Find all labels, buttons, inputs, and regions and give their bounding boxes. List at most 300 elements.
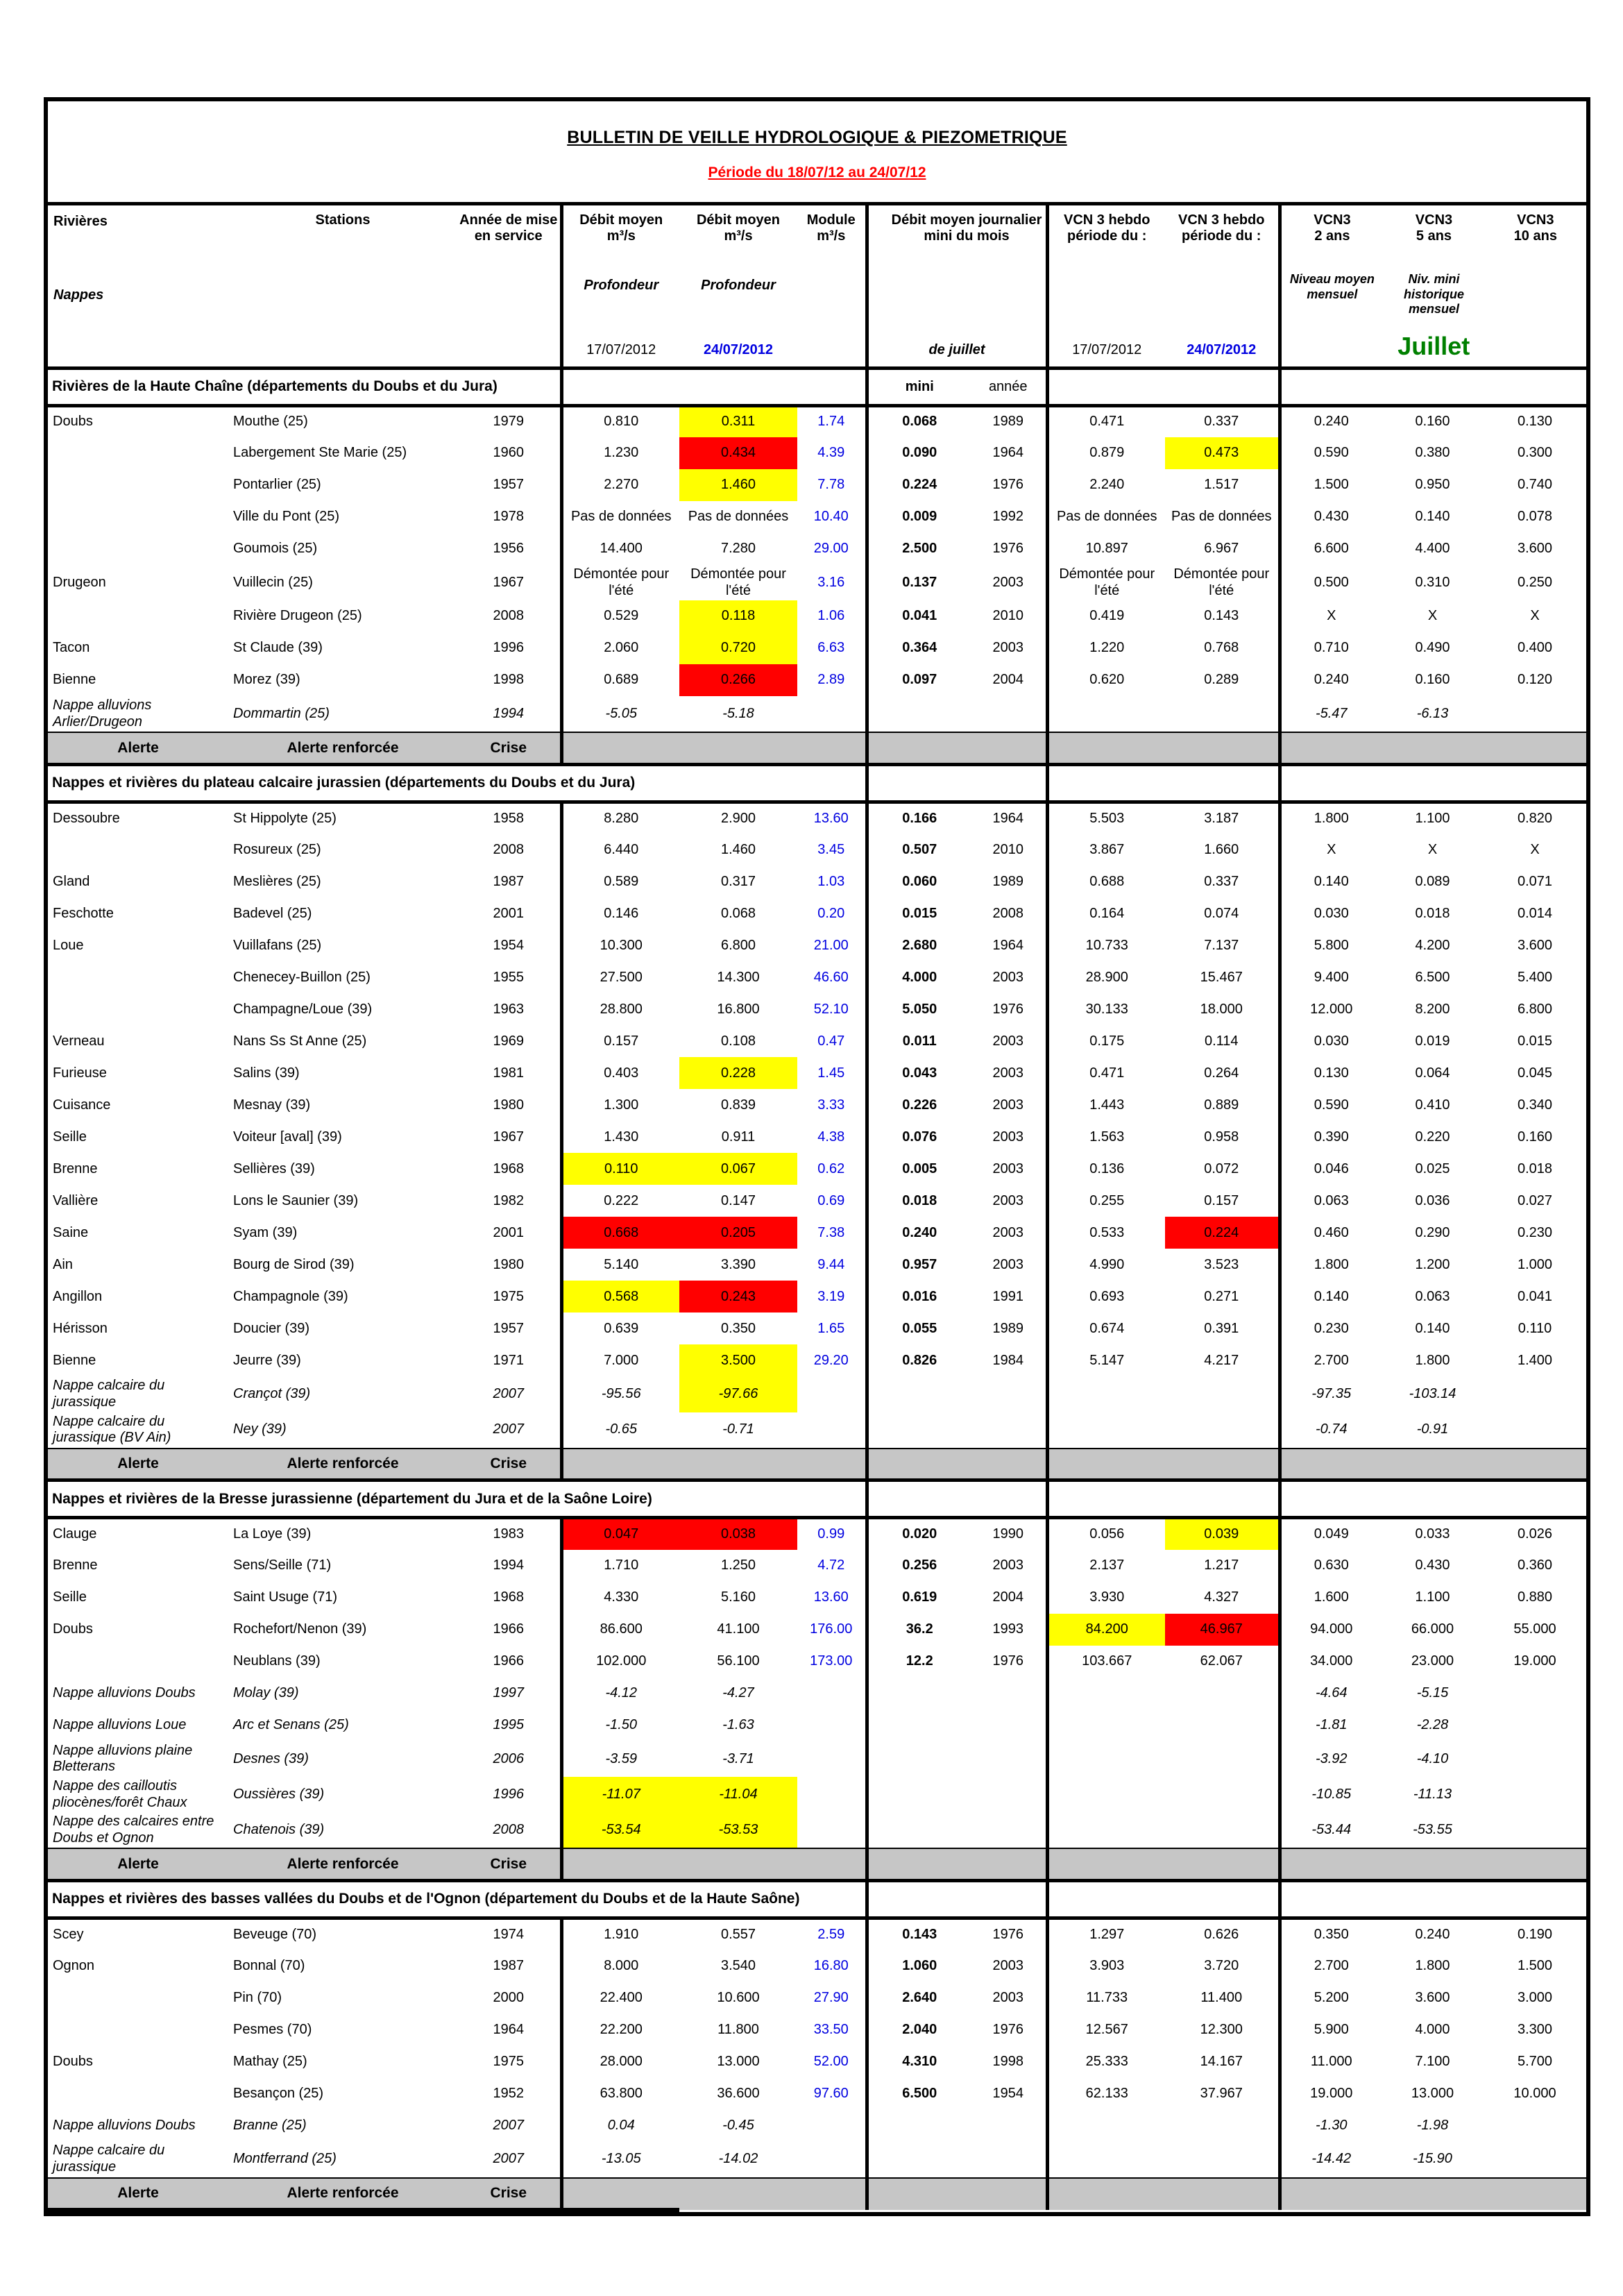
- cell-riviere: Doubs: [53, 2053, 93, 2069]
- legend-alerte: Alerte: [48, 1848, 228, 1880]
- header-vcn-prev: [1047, 205, 1165, 368]
- cell-mini-annee: 2003: [971, 961, 1047, 993]
- cell-riviere: Drugeon: [53, 574, 106, 590]
- alert-legend-row: [48, 732, 1586, 764]
- cell-vcn3-10ans: 0.018: [1517, 1160, 1553, 1176]
- cell-riviere: [48, 993, 228, 1025]
- cell-mini: 2.040: [902, 2021, 937, 2037]
- cell-mini-annee: [971, 1777, 1047, 1812]
- cell-vcn3-2ans: 0.140: [1314, 873, 1349, 889]
- cell-vcn-prev: 0.620: [1089, 672, 1125, 688]
- cell-debit-curr: 56.100: [717, 1653, 760, 1669]
- cell-mini-annee: 2010: [971, 600, 1047, 632]
- cell-vcn3-5ans: 4.400: [1415, 541, 1450, 557]
- table-row: [48, 437, 1586, 469]
- cell-vcn-curr: [1165, 1741, 1280, 1777]
- cell-debit-curr: -97.66: [679, 1376, 797, 1412]
- cell-module: 4.38: [797, 1121, 867, 1153]
- cell-vcn3-2ans: -10.85: [1311, 1786, 1352, 1802]
- cell-module: 7.78: [797, 469, 867, 501]
- cell-vcn3-5ans: 7.100: [1415, 2053, 1450, 2069]
- cell-mini-annee: 2003: [971, 1249, 1047, 1281]
- cell-vcn3-2ans: 0.030: [1314, 905, 1349, 921]
- cell-station: Jeurre (39): [233, 1352, 301, 1368]
- cell-vcn-prev: 1.443: [1089, 1097, 1125, 1113]
- cell-vcn-prev: [1047, 1710, 1165, 1741]
- cell-riviere: Dessoubre: [53, 810, 120, 826]
- cell-vcn-curr: [1165, 1376, 1280, 1412]
- cell-debit-curr: 3.540: [720, 1957, 756, 1973]
- legend-gap: [867, 1848, 1047, 1880]
- cell-debit-prev: 1.910: [604, 1926, 639, 1942]
- header-juillet: Juillet: [1397, 331, 1470, 360]
- cell-vcn3-10ans: 55.000: [1513, 1621, 1556, 1637]
- header-debit-prev: [561, 205, 679, 368]
- cell-vcn3-10ans: 0.300: [1517, 445, 1553, 461]
- cell-vcn3-10ans: 6.800: [1517, 1001, 1553, 1017]
- cell-annee-service: 1995: [457, 1710, 561, 1741]
- cell-vcn3-2ans: X: [1327, 841, 1336, 857]
- cell-annee-service: 1996: [457, 632, 561, 664]
- cell-vcn3-2ans: 0.630: [1314, 1557, 1349, 1573]
- cell-debit-curr: 0.205: [679, 1217, 797, 1249]
- cell-vcn3-5ans: -4.10: [1416, 1750, 1449, 1766]
- cell-vcn3-5ans: 66.000: [1411, 1621, 1454, 1637]
- cell-vcn-prev: 2.137: [1089, 1557, 1125, 1573]
- cell-module: 21.00: [797, 929, 867, 961]
- cell-module: [797, 1678, 867, 1710]
- cell-mini-annee: 2003: [971, 1550, 1047, 1582]
- table-row: [48, 897, 1586, 929]
- cell-mini-annee: 1992: [971, 501, 1047, 533]
- cell-vcn3-10ans: 3.000: [1517, 1989, 1553, 2005]
- cell-annee-service: 2008: [457, 834, 561, 866]
- cell-vcn-curr: 1.217: [1165, 1550, 1280, 1582]
- cell-riviere: Nappe des calcaires entre Doubs et Ognon: [53, 1814, 214, 1846]
- cell-vcn-curr: 1.517: [1165, 469, 1280, 501]
- cell-mini: 0.076: [902, 1129, 937, 1145]
- cell-vcn3-5ans: 0.018: [1415, 905, 1450, 921]
- cell-riviere: Doubs: [53, 414, 93, 430]
- cell-vcn-prev: 84.200: [1047, 1614, 1165, 1646]
- legend-gap: [679, 1848, 797, 1880]
- cell-vcn3-5ans: 0.490: [1415, 640, 1450, 656]
- cell-mini-annee: 1989: [971, 866, 1047, 897]
- cell-vcn3-5ans: 1.100: [1415, 1589, 1450, 1605]
- cell-vcn3-5ans: 4.000: [1415, 2021, 1450, 2037]
- cell-module: [797, 1812, 867, 1848]
- cell-mini: [867, 1710, 971, 1741]
- cell-annee-service: 1964: [457, 2014, 561, 2045]
- cell-module: 7.38: [797, 1217, 867, 1249]
- cell-vcn3-2ans: 12.000: [1310, 1001, 1353, 1017]
- cell-vcn3-5ans: 0.063: [1415, 1288, 1450, 1304]
- header-vcn-prev-sub: période du :: [1067, 228, 1147, 244]
- cell-debit-prev: 0.589: [604, 873, 639, 889]
- banner-gap: [1280, 1880, 1586, 1918]
- cell-vcn-curr: 0.074: [1165, 897, 1280, 929]
- cell-mini: 0.015: [902, 905, 937, 921]
- cell-mini: 0.018: [902, 1192, 937, 1208]
- cell-mini-annee: [971, 1710, 1047, 1741]
- banner-gap: [1280, 368, 1586, 405]
- cell-station: Champagnole (39): [233, 1288, 348, 1304]
- cell-vcn3-2ans: 0.230: [1314, 1320, 1349, 1336]
- cell-debit-prev: 86.600: [600, 1621, 643, 1637]
- cell-riviere: [48, 469, 228, 501]
- cell-debit-curr: 0.266: [679, 664, 797, 696]
- table-row: [48, 834, 1586, 866]
- cell-module: 1.45: [797, 1057, 867, 1089]
- cell-vcn3-2ans: 0.590: [1314, 1097, 1349, 1113]
- cell-debit-curr: Démontée pour l'été: [690, 566, 786, 598]
- cell-debit-prev: 102.000: [596, 1653, 647, 1669]
- cell-vcn3-2ans: 94.000: [1310, 1621, 1353, 1637]
- cell-debit-curr: 0.720: [679, 632, 797, 664]
- cell-vcn-prev: 0.471: [1089, 1065, 1125, 1081]
- cell-vcn3-10ans: 0.160: [1517, 1129, 1553, 1145]
- header-profondeur-prev: Profondeur: [584, 278, 659, 293]
- cell-vcn3-5ans: 0.380: [1415, 445, 1450, 461]
- cell-riviere: Nappe alluvions Loue: [53, 1716, 187, 1732]
- cell-mini-annee: 2003: [971, 632, 1047, 664]
- cell-mini: 2.680: [902, 937, 937, 953]
- legend-gap: [867, 2178, 1047, 2210]
- cell-debit-prev: 63.800: [600, 2085, 643, 2101]
- table-row: [48, 1777, 1586, 1812]
- table-row: [48, 1121, 1586, 1153]
- cell-vcn-curr: 0.224: [1165, 1217, 1280, 1249]
- legend-gap: [797, 2178, 867, 2210]
- table-row: [48, 1982, 1586, 2014]
- cell-mini: [867, 696, 971, 732]
- period-subtitle: Période du 18/07/12 au 24/07/12: [708, 164, 926, 180]
- cell-vcn-curr: [1165, 2109, 1280, 2141]
- cell-station: Vuillecin (25): [233, 574, 313, 590]
- legend-alerte-renforcee: Alerte renforcée: [228, 1848, 457, 1880]
- cell-vcn-curr: 37.967: [1165, 2077, 1280, 2109]
- cell-module: 1.06: [797, 600, 867, 632]
- cell-station: Saint Usuge (71): [233, 1589, 338, 1605]
- cell-vcn3-2ans: 0.390: [1314, 1129, 1349, 1145]
- cell-annee-service: 1969: [457, 1025, 561, 1057]
- cell-station: Pesmes (70): [233, 2021, 312, 2037]
- cell-vcn3-10ans: [1484, 1678, 1586, 1710]
- header-vcn-curr: [1165, 205, 1280, 368]
- cell-vcn-prev: 1.297: [1089, 1926, 1125, 1942]
- cell-vcn-prev: [1047, 1376, 1165, 1412]
- cell-riviere: Bienne: [53, 672, 96, 688]
- cell-vcn-prev: 0.164: [1089, 905, 1125, 921]
- cell-mini: 0.240: [902, 1224, 937, 1240]
- cell-mini: 0.619: [902, 1589, 937, 1605]
- cell-vcn3-10ans: 0.110: [1518, 1320, 1552, 1336]
- cell-vcn-curr: [1165, 1777, 1280, 1812]
- cell-annee-service: 1968: [457, 1582, 561, 1614]
- cell-vcn-curr: 0.072: [1165, 1153, 1280, 1185]
- cell-annee-service: 1983: [457, 1518, 561, 1550]
- header-debit-curr-unit: m³/s: [724, 228, 753, 244]
- cell-debit-prev: 0.157: [604, 1033, 639, 1049]
- cell-debit-prev: 0.04: [607, 2117, 635, 2133]
- cell-vcn3-5ans: -6.13: [1416, 705, 1449, 721]
- cell-riviere: Nappe alluvions plaine Bletterans: [53, 1742, 193, 1775]
- cell-debit-prev: -53.54: [561, 1812, 679, 1848]
- cell-riviere: Nappe alluvions Arlier/Drugeon: [53, 698, 152, 729]
- cell-vcn3-10ans: [1484, 1412, 1586, 1449]
- cell-debit-prev: 6.440: [604, 841, 639, 857]
- cell-vcn-curr: 0.768: [1165, 632, 1280, 664]
- cell-annee-service: 1957: [457, 1312, 561, 1344]
- cell-module: 97.60: [797, 2077, 867, 2109]
- cell-station: Goumois (25): [233, 541, 318, 557]
- cell-annee-service: 1967: [457, 1121, 561, 1153]
- cell-vcn-curr: 7.137: [1165, 929, 1280, 961]
- cell-debit-curr: 0.243: [679, 1281, 797, 1312]
- cell-vcn-curr: 4.217: [1165, 1344, 1280, 1376]
- cell-riviere: [48, 2014, 228, 2045]
- cell-vcn-curr: 18.000: [1165, 993, 1280, 1025]
- header-vcn3-2ans-sub: 2 ans: [1314, 228, 1350, 244]
- table-row: [48, 1376, 1586, 1412]
- cell-annee-service: 2000: [457, 1982, 561, 2014]
- cell-vcn3-10ans: [1484, 1741, 1586, 1777]
- cell-vcn-curr: 0.626: [1165, 1918, 1280, 1950]
- cell-mini: [867, 2141, 971, 2177]
- cell-debit-curr: 0.434: [679, 437, 797, 469]
- cell-module: 10.40: [797, 501, 867, 533]
- cell-mini-annee: [971, 2109, 1047, 2141]
- cell-module: [797, 696, 867, 732]
- cell-mini-annee: 1964: [971, 802, 1047, 834]
- cell-vcn3-10ans: 0.130: [1517, 414, 1553, 430]
- header-de-juillet: de juillet: [928, 341, 985, 357]
- header-vcn3-5ans-sub: 5 ans: [1416, 228, 1452, 244]
- cell-mini-annee: 1954: [971, 2077, 1047, 2109]
- legend-gap: [797, 732, 867, 764]
- cell-vcn-curr: 0.473: [1165, 437, 1280, 469]
- alert-legend-row: [48, 1449, 1586, 1480]
- cell-mini-annee: 1976: [971, 993, 1047, 1025]
- cell-debit-curr: 1.460: [720, 841, 756, 857]
- section-banner: Nappes et rivières des basses vallées du Doubs et de l'Ognon (département du Doubs et de la Haute Saône): [48, 1880, 867, 1918]
- cell-vcn-prev: 3.867: [1089, 841, 1125, 857]
- table-row: [48, 1057, 1586, 1089]
- cell-vcn3-5ans: 23.000: [1411, 1653, 1454, 1669]
- cell-mini: 0.224: [902, 477, 937, 493]
- cell-annee-service: 1968: [457, 1153, 561, 1185]
- cell-mini: 0.020: [902, 1526, 937, 1542]
- cell-station: La Loye (39): [233, 1526, 312, 1542]
- legend-gap: [1047, 1848, 1280, 1880]
- cell-debit-curr: 7.280: [720, 541, 756, 557]
- cell-mini-annee: [971, 1812, 1047, 1848]
- cell-vcn3-2ans: -4.64: [1315, 1685, 1348, 1700]
- cell-vcn3-5ans: 0.025: [1415, 1160, 1450, 1176]
- cell-riviere: Verneau: [53, 1033, 105, 1049]
- header-row: [48, 205, 1586, 368]
- cell-module: 1.65: [797, 1312, 867, 1344]
- legend-alerte: Alerte: [48, 1449, 228, 1480]
- cell-mini: [867, 2109, 971, 2141]
- cell-vcn3-10ans: X: [1530, 841, 1540, 857]
- cell-debit-curr: 13.000: [717, 2053, 760, 2069]
- cell-mini-annee: 1976: [971, 1646, 1047, 1678]
- cell-annee-service: 1978: [457, 501, 561, 533]
- cell-debit-curr: 0.228: [679, 1057, 797, 1089]
- legend-gap: [867, 1449, 1047, 1480]
- cell-mini: 0.256: [902, 1557, 937, 1573]
- cell-debit-prev: 0.639: [604, 1320, 639, 1336]
- cell-debit-prev: 0.110: [561, 1153, 679, 1185]
- cell-riviere: Bienne: [53, 1352, 96, 1368]
- cell-vcn-prev: [1047, 2141, 1165, 2177]
- cell-mini: 0.364: [902, 640, 937, 656]
- legend-gap: [1280, 1449, 1586, 1480]
- table-row: [48, 1710, 1586, 1741]
- cell-module: [797, 1741, 867, 1777]
- cell-annee-service: 1971: [457, 1344, 561, 1376]
- cell-vcn-curr: [1165, 1412, 1280, 1449]
- cell-mini: [867, 1741, 971, 1777]
- cell-vcn-curr: 0.264: [1165, 1057, 1280, 1089]
- cell-annee-service: 2006: [457, 1741, 561, 1777]
- cell-vcn3-10ans: 0.340: [1517, 1097, 1553, 1113]
- cell-vcn3-10ans: 0.014: [1517, 905, 1553, 921]
- table-row: [48, 565, 1586, 600]
- cell-vcn3-5ans: -5.15: [1416, 1685, 1449, 1700]
- cell-station: Pin (70): [233, 1989, 282, 2005]
- legend-alerte-renforcee: Alerte renforcée: [228, 1449, 457, 1480]
- legend-gap: [797, 1848, 867, 1880]
- cell-riviere: Brenne: [53, 1160, 98, 1176]
- cell-mini-annee: 1993: [971, 1614, 1047, 1646]
- legend-crise: Crise: [457, 732, 561, 764]
- cell-vcn-curr: [1165, 1678, 1280, 1710]
- cell-mini: 0.009: [902, 509, 937, 525]
- cell-mini: 1.060: [902, 1957, 937, 1973]
- table-row: [48, 1741, 1586, 1777]
- cell-debit-prev: 0.146: [604, 905, 639, 921]
- cell-riviere: Nappe calcaire du jurassique (BV Ain): [53, 1413, 171, 1446]
- cell-debit-curr: 5.160: [720, 1589, 756, 1605]
- cell-debit-prev: 22.200: [600, 2021, 643, 2037]
- cell-mini-annee: 2004: [971, 1582, 1047, 1614]
- cell-vcn3-5ans: -15.90: [1413, 2151, 1452, 2167]
- cell-vcn-prev: 0.175: [1089, 1033, 1125, 1049]
- cell-mini-annee: 2003: [971, 1950, 1047, 1982]
- legend-alerte-renforcee: Alerte renforcée: [228, 2178, 457, 2210]
- cell-mini-annee: 1964: [971, 929, 1047, 961]
- cell-annee-service: 1998: [457, 664, 561, 696]
- cell-vcn3-2ans: 0.030: [1314, 1033, 1349, 1049]
- header-debit-curr-label: Débit moyen: [696, 212, 781, 228]
- table-row: [48, 1518, 1586, 1550]
- cell-mini-annee: 2003: [971, 1121, 1047, 1153]
- cell-debit-curr: 0.108: [720, 1033, 756, 1049]
- cell-vcn3-10ans: 5.400: [1517, 969, 1553, 985]
- cell-mini-annee: 1964: [971, 437, 1047, 469]
- cell-debit-prev: -13.05: [601, 2151, 641, 2167]
- cell-station: Pontarlier (25): [233, 477, 321, 493]
- legend-gap: [561, 732, 679, 764]
- cell-debit-curr: 16.800: [717, 1001, 760, 1017]
- cell-module: 29.00: [797, 533, 867, 565]
- table-row: [48, 1185, 1586, 1217]
- cell-vcn3-2ans: 34.000: [1310, 1653, 1353, 1669]
- cell-vcn-curr: 15.467: [1165, 961, 1280, 993]
- cell-annee-service: 1958: [457, 802, 561, 834]
- cell-module: 1.74: [797, 405, 867, 437]
- cell-vcn3-5ans: 0.089: [1415, 873, 1450, 889]
- cell-mini-annee: 2003: [971, 1057, 1047, 1089]
- cell-riviere: Ain: [53, 1256, 73, 1272]
- cell-vcn-curr: Démontée pour l'été: [1165, 565, 1280, 600]
- cell-vcn-prev: 28.900: [1085, 969, 1128, 985]
- cell-vcn3-2ans: 0.140: [1314, 1288, 1349, 1304]
- cell-vcn3-10ans: 1.400: [1517, 1352, 1553, 1368]
- cell-riviere: Brenne: [53, 1557, 98, 1573]
- cell-debit-curr: -3.71: [722, 1750, 754, 1766]
- legend-alerte: Alerte: [48, 732, 228, 764]
- table-row: [48, 501, 1586, 533]
- cell-vcn3-10ans: 1.000: [1517, 1256, 1553, 1272]
- cell-vcn-curr: 0.337: [1165, 405, 1280, 437]
- cell-vcn-prev: [1047, 2109, 1165, 2141]
- cell-riviere: [48, 600, 228, 632]
- cell-riviere: [48, 2077, 228, 2109]
- cell-mini: [867, 1812, 971, 1848]
- cell-vcn-curr: [1165, 2141, 1280, 2177]
- cell-vcn3-2ans: -14.42: [1311, 2151, 1352, 2167]
- cell-vcn-prev: 10.897: [1085, 541, 1128, 557]
- cell-debit-curr: 3.500: [679, 1344, 797, 1376]
- cell-mini-annee: 2008: [971, 897, 1047, 929]
- cell-vcn3-10ans: 0.026: [1517, 1526, 1553, 1542]
- cell-debit-curr: -14.02: [718, 2151, 758, 2167]
- cell-debit-prev: 0.689: [604, 672, 639, 688]
- cell-mini: 2.500: [902, 541, 937, 557]
- cell-module: 3.16: [797, 565, 867, 600]
- cell-vcn-curr: 46.967: [1165, 1614, 1280, 1646]
- cell-module: 13.60: [797, 1582, 867, 1614]
- table-row: [48, 961, 1586, 993]
- cell-riviere: Clauge: [53, 1526, 97, 1542]
- cell-debit-curr: 11.800: [717, 2021, 759, 2037]
- cell-vcn-curr: 0.039: [1165, 1518, 1280, 1550]
- cell-module: 52.00: [797, 2045, 867, 2077]
- cell-vcn3-2ans: -3.92: [1315, 1750, 1348, 1766]
- cell-vcn3-5ans: X: [1427, 841, 1438, 857]
- cell-module: [797, 1412, 867, 1449]
- cell-annee-service: 1975: [457, 1281, 561, 1312]
- cell-module: 9.44: [797, 1249, 867, 1281]
- cell-module: 46.60: [797, 961, 867, 993]
- cell-debit-curr: -0.71: [722, 1421, 754, 1437]
- cell-mini-annee: 1976: [971, 469, 1047, 501]
- cell-module: 3.33: [797, 1089, 867, 1121]
- table-row: [48, 1582, 1586, 1614]
- cell-debit-curr: 36.600: [717, 2085, 760, 2101]
- header-rivieres-label: Rivières: [53, 214, 108, 229]
- cell-vcn3-2ans: 19.000: [1310, 2085, 1353, 2101]
- cell-station: St Hippolyte (25): [233, 810, 337, 826]
- cell-mini-annee: [971, 1376, 1047, 1412]
- banner-gap: [867, 764, 1047, 802]
- cell-debit-prev: 0.529: [604, 608, 639, 624]
- cell-vcn3-5ans: -1.98: [1416, 2117, 1449, 2133]
- cell-vcn3-10ans: 0.250: [1517, 574, 1553, 590]
